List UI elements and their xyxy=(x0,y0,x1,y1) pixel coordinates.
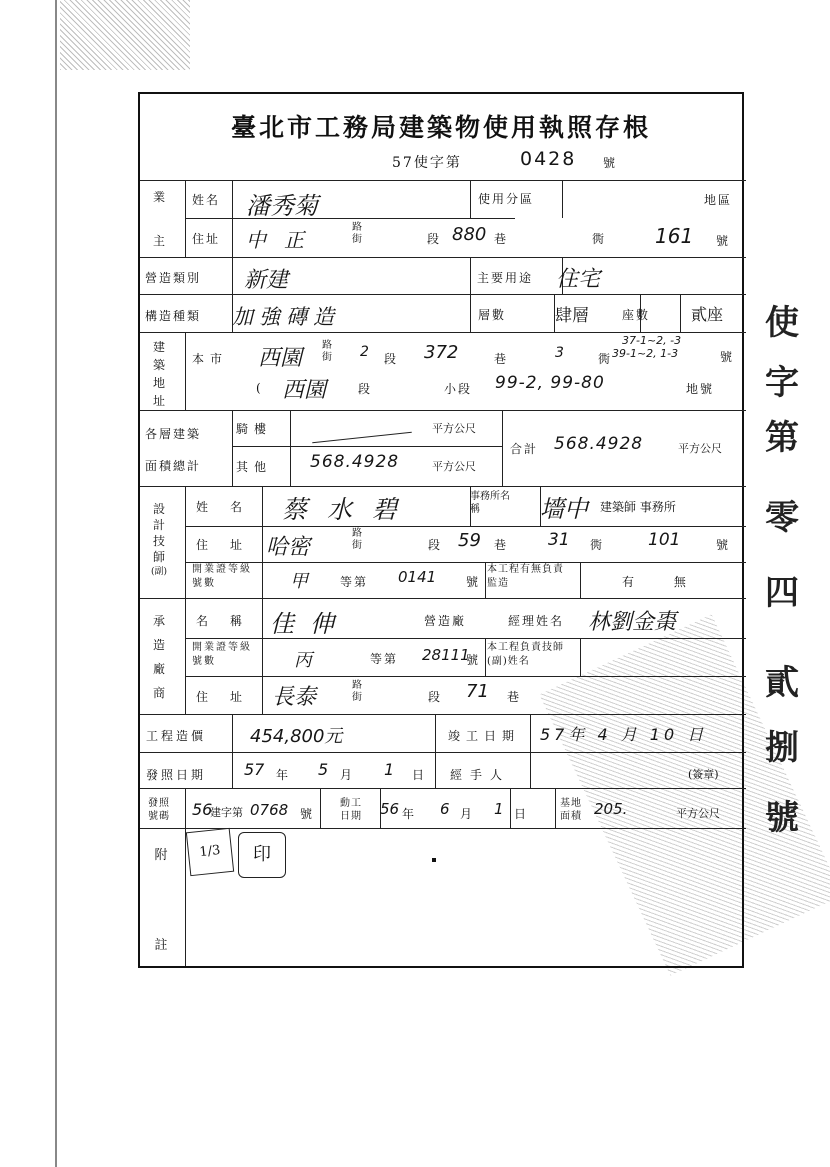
rule xyxy=(232,446,502,447)
construction-type-value[interactable]: 新建 xyxy=(244,268,289,293)
designer-license-mid: 等第 xyxy=(340,575,369,589)
site-lane-unit: 巷 xyxy=(494,352,509,366)
contractor-license-grade[interactable]: 丙 xyxy=(294,650,312,671)
bleed-char-7: 捌 xyxy=(765,728,799,768)
start-day-unit: 日 xyxy=(514,807,529,821)
designer-license-no[interactable]: 0141 xyxy=(398,568,437,586)
rule xyxy=(140,828,746,829)
issue-day-unit: 日 xyxy=(412,768,427,782)
issue-month-unit: 月 xyxy=(340,768,355,782)
seal-label: (簽章) xyxy=(688,768,719,781)
start-year[interactable]: 56 xyxy=(380,800,400,818)
contractor-license-label: 開業證等級號數 xyxy=(192,642,252,667)
bleed-char-4: 零 xyxy=(765,498,799,538)
floors-label: 層數 xyxy=(478,308,507,322)
rule xyxy=(530,714,531,752)
other-value[interactable]: 568.4928 xyxy=(310,452,400,472)
floor-area-label-1: 各層建築 xyxy=(145,427,202,441)
issue-date-label: 發照日期 xyxy=(146,768,207,782)
site-no-value-2[interactable]: 39-1~2, 1-3 xyxy=(612,347,679,360)
buildings-label: 座數 xyxy=(622,308,651,322)
designer-alley-unit: 衖 xyxy=(590,538,605,552)
main-use-value[interactable]: 住宅 xyxy=(556,267,601,292)
permit-suffix: 號 xyxy=(603,156,618,170)
zone-suffix: 地區 xyxy=(704,193,733,207)
site-road-unit: 路街 xyxy=(322,340,333,363)
designer-license-unit: 號 xyxy=(466,575,481,589)
contractor-section-unit: 段 xyxy=(428,690,443,704)
rule xyxy=(185,676,746,677)
floor-area-label-2: 面積總計 xyxy=(145,459,202,473)
site-label-4: 址 xyxy=(152,394,165,408)
site-label-3: 地 xyxy=(152,376,165,390)
start-day[interactable]: 1 xyxy=(494,800,504,818)
owner-road-value[interactable]: 中正 xyxy=(246,228,322,252)
designer-label-1: 設 xyxy=(152,502,165,516)
designer-no-value[interactable]: 101 xyxy=(648,530,681,550)
contractor-address-label: 住址 xyxy=(196,690,265,704)
contractor-license-no[interactable]: 28111 xyxy=(422,646,470,664)
site-label-2: 築 xyxy=(152,358,165,372)
structure-value[interactable]: 加強磚造 xyxy=(232,305,340,329)
contractor-name-value[interactable]: 佳伸 xyxy=(270,610,350,638)
structure-label: 構造種類 xyxy=(145,309,202,323)
building-permit-stamp: 建字第 xyxy=(210,806,243,819)
completion-value[interactable]: 57年 4 月 10 日 xyxy=(540,725,708,744)
bleed-char-2: 字 xyxy=(765,363,799,403)
designer-office-label: 事務所名稱 xyxy=(470,491,510,515)
rule xyxy=(185,828,186,966)
rule xyxy=(140,788,746,789)
rule xyxy=(290,410,291,486)
manager-label: 經理姓名 xyxy=(508,614,565,628)
designer-lane-unit: 巷 xyxy=(494,538,509,552)
owner-section-unit: 段 xyxy=(427,232,442,246)
contractor-license-mid: 等第 xyxy=(370,652,399,666)
ink-dot xyxy=(432,858,436,862)
rule xyxy=(510,788,511,828)
contractor-label-3: 廠 xyxy=(152,662,165,676)
handler-label: 經手人 xyxy=(450,768,511,782)
total-label: 合計 xyxy=(510,442,539,456)
other-unit: 平方公尺 xyxy=(432,460,476,473)
site-district-open: ( xyxy=(256,381,263,395)
designer-label-5: (副) xyxy=(150,567,168,577)
designer-label-3: 技 xyxy=(152,534,165,548)
rule xyxy=(185,218,515,219)
building-permit-prefix[interactable]: 56 xyxy=(192,800,213,819)
rule xyxy=(185,332,186,410)
rule xyxy=(140,486,746,487)
site-area-value[interactable]: 205. xyxy=(594,800,628,818)
contractor-license-unit: 號 xyxy=(466,653,481,667)
rule xyxy=(262,562,263,598)
site-area-unit: 平方公尺 xyxy=(676,807,720,820)
rule xyxy=(140,410,746,411)
owner-name-value[interactable]: 潘秀菊 xyxy=(246,192,318,220)
cost-value[interactable]: 454,800元 xyxy=(250,726,343,747)
rule xyxy=(185,562,746,563)
rule xyxy=(470,257,471,332)
contractor-label-1: 承 xyxy=(152,614,165,628)
note-seal-stamp: 印 xyxy=(238,832,286,878)
construction-type-label: 營造類別 xyxy=(145,271,202,285)
designer-name-value[interactable]: 蔡水碧 xyxy=(282,495,418,524)
owner-no-unit: 號 xyxy=(716,234,731,248)
designer-office-suffix: 建築師 事務所 xyxy=(600,500,676,514)
buildings-value[interactable]: 貳座 xyxy=(691,305,724,324)
scan-edge-line xyxy=(55,0,57,1167)
rule xyxy=(232,752,233,788)
supervise-value[interactable]: 有 無 xyxy=(622,575,704,589)
bleed-char-8: 號 xyxy=(765,798,799,838)
rule xyxy=(185,180,186,257)
rule xyxy=(555,788,556,828)
designer-label-2: 計 xyxy=(152,518,165,532)
total-value[interactable]: 568.4928 xyxy=(554,434,644,454)
contractor-road-unit: 路街 xyxy=(352,680,363,703)
site-district-value[interactable]: 西園 xyxy=(282,378,327,403)
rule xyxy=(435,752,436,788)
contractor-road-value[interactable]: 長泰 xyxy=(272,685,317,710)
site-section-unit: 段 xyxy=(384,352,399,366)
rule xyxy=(140,332,746,333)
site-alley-unit: 衖 xyxy=(598,352,613,366)
issue-year[interactable]: 57 xyxy=(244,760,265,779)
bleed-char-6: 貳 xyxy=(765,663,799,703)
site-lot-unit: 地號 xyxy=(686,382,715,396)
contractor-type-label: 營造廠 xyxy=(424,614,467,628)
other-label: 其他 xyxy=(236,460,273,474)
start-year-unit: 年 xyxy=(402,807,417,821)
owner-road-unit: 路街 xyxy=(352,222,363,245)
site-section-value[interactable]: 2 xyxy=(360,344,369,360)
start-date-label: 動工日期 xyxy=(340,798,362,822)
arcade-label: 騎樓 xyxy=(236,422,273,436)
contractor-lane-value[interactable]: 71 xyxy=(466,681,489,702)
designer-alley-value[interactable]: 31 xyxy=(548,530,570,550)
manager-value[interactable]: 林劉金棗 xyxy=(588,610,677,635)
note-stamp-1: 1/3 xyxy=(186,828,234,876)
rule xyxy=(140,257,746,258)
site-district-unit: 段 xyxy=(358,382,373,396)
rule xyxy=(562,180,563,218)
rule xyxy=(232,714,233,752)
rule xyxy=(140,180,746,181)
building-permit-label: 發照號碼 xyxy=(148,798,170,822)
owner-address-label: 住址 xyxy=(192,232,221,246)
rule xyxy=(140,714,746,715)
owner-no-value[interactable]: 161 xyxy=(655,224,694,248)
rule xyxy=(320,788,321,828)
site-label-1: 建 xyxy=(152,340,165,354)
building-permit-unit: 號 xyxy=(300,807,315,821)
rule xyxy=(580,638,581,676)
site-no-value-1[interactable]: 37-1~2, -3 xyxy=(622,334,682,347)
rule xyxy=(185,788,186,828)
notes-label-top: 附 xyxy=(154,848,168,863)
issue-day[interactable]: 1 xyxy=(384,760,395,779)
site-lane-value[interactable]: 372 xyxy=(424,342,459,363)
designer-section-unit: 段 xyxy=(428,538,443,552)
issue-month[interactable]: 5 xyxy=(318,760,329,779)
rule xyxy=(530,752,531,788)
owner-section-label-2: 主 xyxy=(152,234,165,248)
rule xyxy=(232,180,233,257)
rule xyxy=(140,752,746,753)
designer-address-label: 住址 xyxy=(196,538,265,552)
cost-label: 工程造價 xyxy=(146,729,207,743)
completion-label: 竣工日期 xyxy=(448,729,521,743)
use-zone-label: 使用分區 xyxy=(478,192,535,206)
site-alley-value[interactable]: 3 xyxy=(555,345,564,361)
rule xyxy=(140,598,746,599)
designer-no-unit: 號 xyxy=(716,538,731,552)
bleed-char-1: 使 xyxy=(765,303,799,343)
bleed-char-3: 第 xyxy=(765,418,799,458)
rule xyxy=(232,410,233,486)
site-road-value[interactable]: 西園 xyxy=(258,346,303,371)
owner-section-label-1: 業 xyxy=(152,190,165,204)
permit-prefix: 57使字第 xyxy=(392,155,462,171)
building-permit-number[interactable]: 0768 xyxy=(250,801,289,819)
contractor-tech-label: 本工程負責技師(副)姓名 xyxy=(487,642,564,667)
rule xyxy=(435,714,436,752)
site-lot-value[interactable]: 99-2, 99-80 xyxy=(495,373,605,393)
rule xyxy=(185,486,186,714)
rule xyxy=(485,562,486,598)
contractor-name-label: 名稱 xyxy=(196,614,265,628)
rule xyxy=(185,526,746,527)
issue-year-unit: 年 xyxy=(276,768,291,782)
designer-lane-value[interactable]: 59 xyxy=(458,530,481,551)
site-area-label: 基地面積 xyxy=(560,798,582,822)
owner-street-unit: 衖 xyxy=(592,232,607,246)
designer-road-value[interactable]: 哈密 xyxy=(266,535,311,560)
designer-road-unit: 路街 xyxy=(352,528,363,551)
site-city-label: 本市 xyxy=(192,352,229,366)
owner-lane-unit: 巷 xyxy=(494,232,509,246)
scan-noise-top xyxy=(60,0,190,70)
rule xyxy=(680,294,681,332)
rule xyxy=(485,638,486,676)
contractor-label-2: 造 xyxy=(152,638,165,652)
owner-lane-value[interactable]: 880 xyxy=(452,224,487,245)
designer-license-grade[interactable]: 甲 xyxy=(290,571,308,592)
notes-label-bottom: 註 xyxy=(154,938,168,953)
contractor-label-4: 商 xyxy=(152,686,165,700)
designer-office-value[interactable]: 墻中 xyxy=(540,495,588,523)
site-subsection-unit: 小段 xyxy=(444,382,473,396)
owner-name-label: 姓名 xyxy=(192,193,221,207)
site-no-unit: 號 xyxy=(720,350,735,364)
start-month-unit: 月 xyxy=(460,807,475,821)
rule xyxy=(140,294,746,295)
supervise-label: 本工程有無負責監造 xyxy=(487,564,564,589)
designer-label-4: 師 xyxy=(152,550,165,564)
start-month[interactable]: 6 xyxy=(440,800,450,818)
total-unit: 平方公尺 xyxy=(678,442,722,455)
designer-name-label: 姓名 xyxy=(196,500,265,514)
designer-license-label: 開業證等級號數 xyxy=(192,564,252,589)
permit-number: 0428 xyxy=(520,148,577,170)
rule xyxy=(502,410,503,486)
contractor-lane-unit: 巷 xyxy=(507,690,522,704)
bleed-char-5: 四 xyxy=(765,573,799,613)
document-title: 臺北市工務局建築物使用執照存根 xyxy=(230,113,651,142)
arcade-unit: 平方公尺 xyxy=(432,422,476,435)
floors-value[interactable]: 肆層 xyxy=(555,306,589,326)
main-use-label: 主要用途 xyxy=(477,271,534,285)
rule xyxy=(470,180,471,218)
rule xyxy=(580,562,581,598)
